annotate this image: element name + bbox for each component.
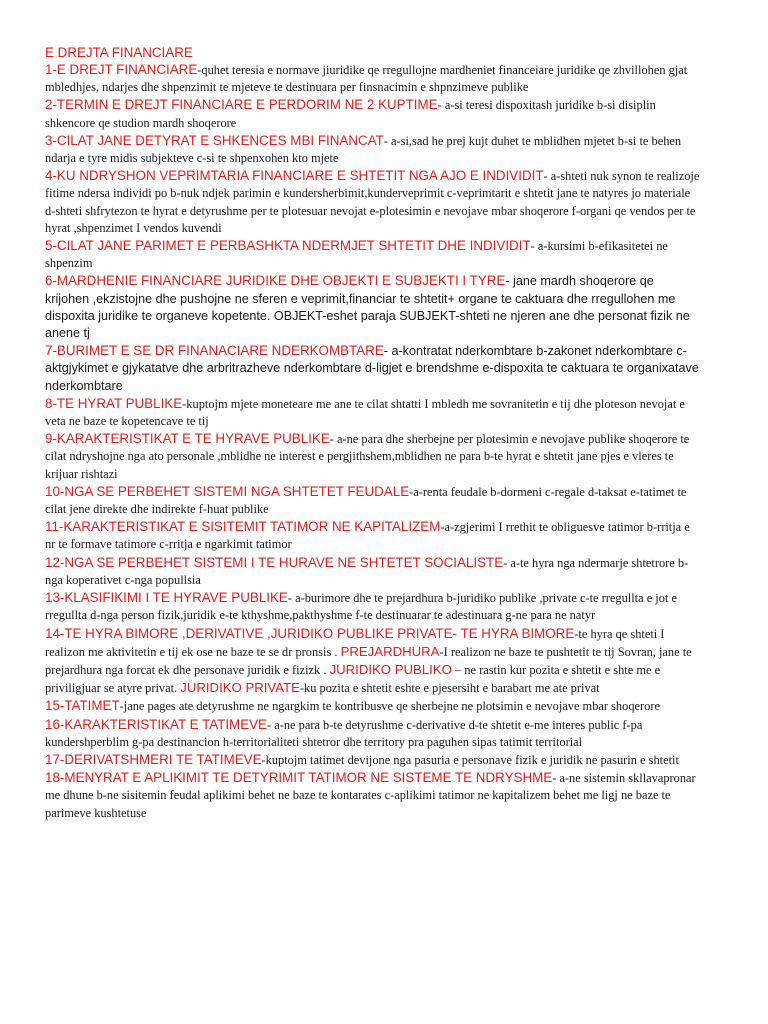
entry-6	[45, 272, 700, 342]
entry-answer: -quhet teresia e normave jiuridike qe rregullojne mardheniet financeiare juridike qe zhvillohen gjat mbledhjes, ndarjes dhe shpenzimit te mjeteve te destinuara per finsnacimin e shpnzimeve publike	[45, 63, 688, 95]
entry-answer: - a-ne para b-te detyrushme c-derivative d-te shtetit e-me interes public f-pa kundershperblim g-pa destinancion h-territorialiteti shtetror dhe territory pra paguhen sipas tatimit territorial	[45, 717, 643, 749]
entry-question: 3-CILAT JANE DETYRAT E SHKENCES MBI FINANCAT	[45, 132, 384, 148]
entry-question: 17-DERIVATSHMERI TE TATIMEVE	[45, 751, 262, 767]
entry-answer: -te hyra qe shteti I realizon me aktivitetin e tij ek ose ne baze te se dr pronsis .	[45, 626, 665, 659]
entry-subquestion: JURIDIKO PUBLIKO	[329, 661, 452, 677]
entry-answer: -kuptojm mjete moneteare me ane te cilat shtatti I mbledh me sovranitetin e tij dhe ploteson nevojat e veta ne baze te kopetencave te tij	[45, 396, 685, 429]
entry-question: 10-NGA SE PERBEHET SISTEMI NGA SHTETET FEUDALE	[45, 483, 410, 499]
entry-answer: - a-kursimi b-efikasitetei ne shpenzim	[45, 239, 668, 271]
entry-question: 4-KU NDRYSHON VEPRIMTARIA FINANCIARE E SHTETIT NGA AJO E INDIVIDIT	[45, 168, 544, 184]
entry-answer: - a-si teresi dispoxitash juridike b-si disiplin shkencore qe studion mardh shoqerore	[45, 98, 656, 130]
entry-12	[45, 554, 700, 589]
entry-subquestion: PREJARDHURA	[340, 643, 440, 659]
entry-4	[45, 167, 700, 237]
entry-subanswer: -I realizon ne baze te pushtetit te tij Sovran, jane te prejardhura nga forcat ek dhe personave juridik e fizizk .	[45, 644, 692, 677]
entry-13	[45, 589, 700, 624]
entry-14	[45, 625, 700, 698]
document-page	[45, 44, 700, 822]
entry-question: 2-TERMIN E DREJT FINANCIARE E PERDORIM NE 2 KUPTIME	[45, 97, 438, 113]
entry-17	[45, 751, 700, 769]
entry-question: 9-KARAKTERISTIKAT E TE HYRAVE PUBLIKE	[45, 431, 330, 447]
entry-question: 7-BURIMET E SE DR FINANACIARE NDERKOMBTARE	[45, 343, 384, 359]
entry-question: 11-KARAKTERISTIKAT E SISITEMIT TATIMOR NE KAPITALIZEM	[45, 519, 441, 535]
entry-9	[45, 430, 700, 483]
entry-subanswer: -ku pozita e shtetit eshte e pjesersiht e barabart me ate privat	[299, 681, 600, 696]
entry-question: 6-MARDHENIE FINANCIARE JURIDIKE DHE OBJEKTI E SUBJEKTI I TYRE	[45, 273, 506, 289]
entry-question: 15-TATIMET	[45, 698, 120, 714]
entry-answer: - jane mardh shoqerore qe krijohen ,ekzistojne dhe pushojne ne sferen e veprimit,financiar te shtetit+ organe te caktuara dhe rregullohen me dispoxita juridike te organeve kopetente. OBJEKT-eshet paraja SUBJEKT-shteti ne njeren ane dhe personat fizik ne anene tj	[45, 274, 690, 341]
entry-1	[45, 61, 700, 96]
entry-answer: -a-zgjerimi I rrethit te obliguesve tatimor b-rritja e nr te formave tatimore c-rritja e ngarkimit tatimor	[45, 520, 690, 552]
entry-answer: - a-ne para dhe sherbejne per plotesimin e nevojave publike shoqerore te cilat ndryshojne nga ato personale ,mblidhe ne interest e pergjithshem,mblidhen ne para b-te hyrat e shtetit jane pjes e vleres te krijuar rishtazi	[45, 432, 690, 481]
entry-8	[45, 395, 700, 430]
entry-18	[45, 769, 700, 822]
entry-3	[45, 132, 700, 167]
entry-answer: - a-si,sad he prej kujt duhet te mblidhen mjetet b-si te behen ndarja e tyre midis subjekteve c-si te shpenxohen kto mjete	[45, 133, 682, 166]
entry-answer: - a-ne sistemin skllavapronar me dhune b-ne sisitemin feudal aplikimi behet ne baze te kontarates c-aplikimi tatimor ne kapitalizem behet me ligj ne baze te parimeve kushtetuse	[45, 771, 696, 820]
entry-10	[45, 483, 700, 518]
entry-subanswer: – ne rastin kur pozita e shtetit e shte me e priviligjuar se atyre privat.	[45, 662, 661, 696]
entry-question: 14-TE HYRA BIMORE ,DERIVATIVE ,JURIDIKO PUBLIKE PRIVATE- TE HYRA BIMORE	[45, 625, 575, 641]
entry-5	[45, 237, 700, 272]
entry-16	[45, 716, 700, 751]
entry-2	[45, 96, 700, 131]
entry-answer: - a-burimore dhe te prejardhura b-juridiko publike ,private c-te rregullta e jot e rregullta d-nga person fizik,juridik e-te kthyshme,pakthyshme f-te destinuarar te adestinuara g-ne para ne natyr	[45, 591, 677, 623]
entry-answer: -jane pages ate detyrushme ne ngargkim te kontribusve qe sherbejne ne plotsimin e nevojave mbar shoqerore	[119, 699, 660, 714]
entry-question: 5-CILAT JANE PARIMET E PERBASHKTA NDERMJET SHTETIT DHE INDIVIDIT	[45, 238, 531, 254]
entry-answer: - a-shteti nuk synon te realizoje fitime ndersa individi po b-nuk ndjek parimin e kundersherbimit,kunderveprimit c-veprimtarit e shtetit jane te natyres jo materiale d-shteti shfrytezon te hyrat e detyrushme per te plotesuar nevojat e-plotesimin e nevojave mbar shoqerore f-organi qe vendos per te hyrat ,shpenzimet I vendos kuvendi	[45, 169, 700, 235]
entry-question: 12-NGA SE PERBEHET SISTEMI I TE HURAVE NE SHTETET SOCIALISTE	[45, 554, 504, 570]
entry-question: 8-TE HYRAT PUBLIKE	[45, 395, 183, 411]
entry-subquestion: JURIDIKO PRIVATE	[180, 680, 300, 696]
entry-7	[45, 342, 700, 395]
entry-question: 18-MENYRAT E APLIKIMIT TE DETYRIMIT TATIMOR NE SISTEME TE NDRYSHME	[45, 770, 553, 786]
entry-answer: - a-kontratat nderkombtare b-zakonet nderkombtare c-aktgjykimet e gjykatatve dhe arbritrazheve nderkombtare d-ligjet e brendshme e-dispoxita te caktuara te organixatave nderkombtare	[45, 344, 699, 393]
entry-question: 13-KLASIFIKIMI I TE HYRAVE PUBLIKE	[45, 590, 288, 606]
entry-15	[45, 697, 700, 715]
entry-answer: -a-renta feudale b-dormeni c-regale d-taksat e-tatimet te cilat jene direkte dhe indirekte f-huat publike	[45, 484, 687, 517]
entry-answer: - a-te hyra nga ndermarje shtetrore b-nga koperativet c-nga popullsia	[45, 555, 689, 587]
document-title: E DREJTA FINANCIARE	[45, 45, 193, 60]
entry-question: 1-E DREJT FINANCIARE	[45, 62, 198, 77]
entry-11	[45, 518, 700, 553]
entry-answer: -kuptojm tatimet devijone nga pasuria e personave fizik e juridik ne pasurin e shtetit	[261, 752, 679, 767]
entry-question: 16-KARAKTERISTIKAT E TATIMEVE	[45, 716, 267, 732]
